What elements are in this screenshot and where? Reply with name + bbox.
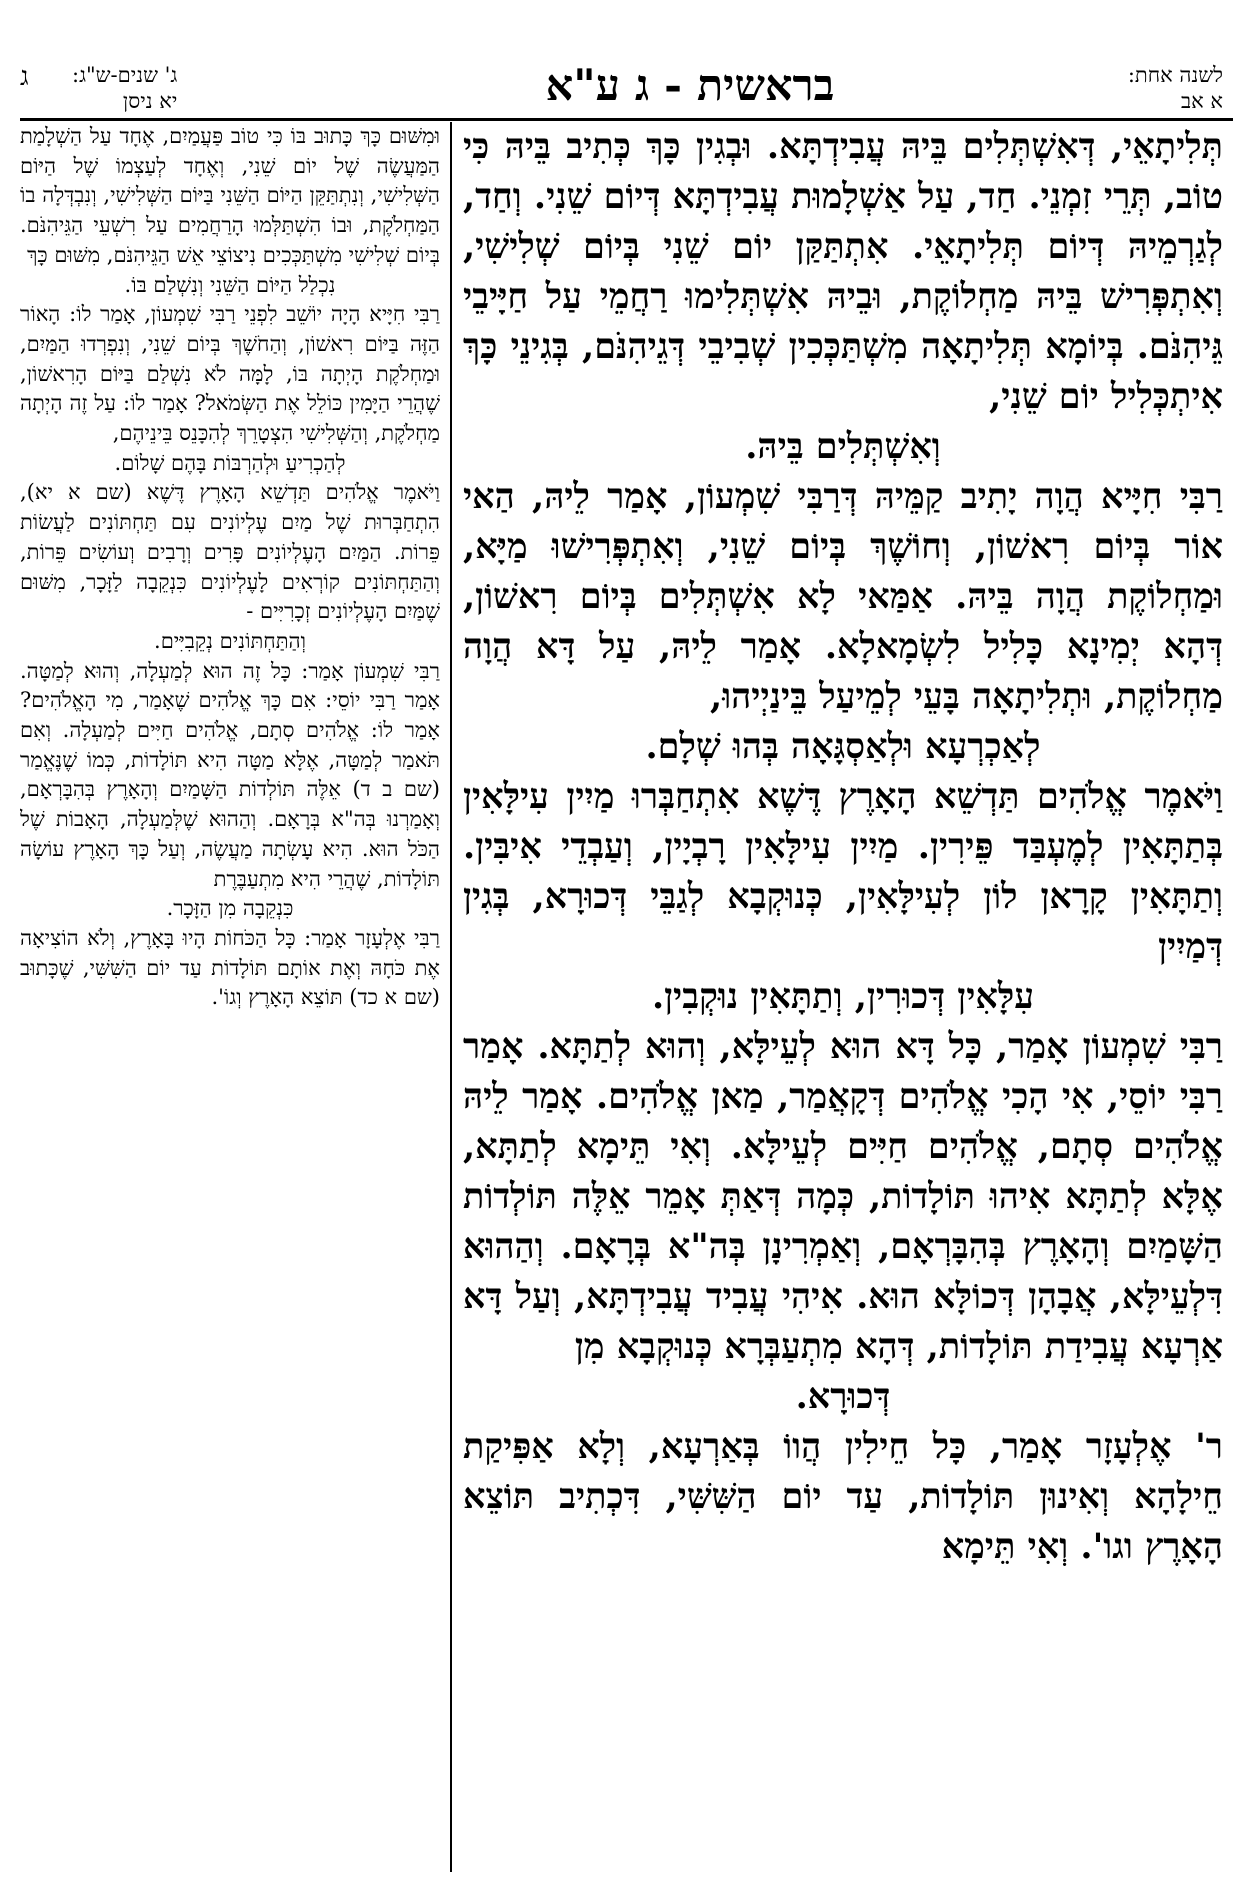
page-header [0,0,1253,120]
main-paragraph: רַבִּי חִיָּיא הֲוָה יָתִיב קַמֵּיהּ דְּרַבִּי שִׁמְעוֹן, אָמַר לֵיהּ, הַאי אוֹר בְּיוֹם רִאשׁוֹן, וְחוֹשֶׁךְ בְּיוֹם שֵׁנִי, וְאִתְפְּרִישׁוּ מַיָּא, וּמַחְלוֹקֶת הֲוָה בֵּיהּ. אַמַּאי לָא אִשְׁתְּלִים בְּיוֹם רִאשׁוֹן, דְּהָא יְמִינָא כָּלִיל לִשְׂמָאלָא. אָמַר לֵיהּ, עַל דָּא הֲוָה מַחְלוֹקֶת, וּתְלִיתָאָה בָּעֵי לְמֵיעַל בֵּינַיְיהוּ, [463,476,1223,717]
main-paragraph: דְּכוּרָא. [795,1376,891,1417]
main-paragraph: רַבִּי שִׁמְעוֹן אָמַר, כָּל דָּא הוּא לְעֵילָּא, וְהוּא לְתַתָּא. אָמַר רַבִּי יוֹסֵי, אִי הָכִי אֱלֹהִים דְּקָאֲמַר, מַאן אֱלֹהִים. אָמַר לֵיהּ אֱלֹהִים סְתָם, אֱלֹהִים חַיִּים לְעֵילָּא. וְאִי תֵּימָא לְתַתָּא, אֶלָּא לְתַתָּא אִיהוּ תּוֹלָדוֹת, כְּמָה דְּאַתְּ אָמֵר אֵלֶּה תּוֹלְדוֹת הַשָּׁמַיִם וְהָאָרֶץ בְּהִבָּרְאָם, וְאַמְרִינָן בְּה"א בְּרָאָם. וְהַהוּא דִּלְעֵילָּא, אֲבָהָן דְּכוֹלָּא הוּא. אִיהִי עֲבִיד עֲבִידְתָּא, וְעַל דָּא אַרְעָא עֲבִידַת תּוֹלָדוֹת, דְּהָא מִתְעַבְּרָא כְּנוּקְבָא מִן [463,1026,1223,1367]
main-paragraph: תְּלִיתָאֵי, דְּאִשְׁתְּלִים בֵּיהּ עֲבִידְתָּא. וּבְגִין כָּךְ כְּתִיב בֵּיהּ כִּי טוֹב, תְּרֵי זִמְנֵי. חַד, עַל אַשְׁלָמוּת עֲבִידְתָּא דְּיוֹם שֵׁנִי. וְחַד, לְגַרְמֵיהּ דְּיוֹם תְּלִיתָאֵי. אִתְתַּקַּן יוֹם שֵׁנִי בְּיוֹם שְׁלִישִׁי, וְאִתְפְּרִישׁ בֵּיהּ מַחְלוֹקֶת, וּבֵיהּ אִשְׁתְּלִימוּ רַחֲמֵי עַל חַיָּיבֵי גֵּיהִנֹּם. בְּיוֹמָא תְּלִיתָאָה מִשְׁתַּכְּכִין שְׁבִיבֵי דְּגֵיהִנֹּם, בְּגִינֵי כָּךְ אִיתְכְּלִיל יוֹם שֵׁנִי, [463,126,1223,417]
side-paragraph: כִּנְקֵבָה מִן הַזָּכָר. [166,896,294,921]
side-paragraph: רַבִּי אֶלְעָזָר אָמַר: כָּל הַכֹּחוֹת הָיוּ בָּאָרֶץ, וְלֹא הוֹצִיאָה אֶת כֹּחָהּ וְאֶת אוֹתָם תּוֹלָדוֹת עַד יוֹם הַשִּׁשִּׁי, שֶׁכָּתוּב (שם א כד) תּוֹצֵא הָאָרֶץ וְגוֹ'. [20,925,440,1010]
schedule-one-year [1128,62,1223,114]
side-paragraph: רַבִּי חִיָּיא הָיָה יוֹשֵׁב לִפְנֵי רַבִּי שִׁמְעוֹן, אָמַר לוֹ: הָאוֹר הַזֶּה בַּיּוֹם רִאשׁוֹן, וְהַחֹשֶׁךְ בְּיוֹם שֵׁנִי, וְנִפְרְדוּ הַמַּיִם, וּמַחְלֹקֶת הָיְתָה בּוֹ, לָמָּה לֹא נִשְׁלַם בַּיּוֹם הָרִאשׁוֹן, שֶׁהֲרֵי הַיָּמִין כּוֹלֵל אֶת הַשְּׂמֹאל? אָמַר לוֹ: עַל זֶה הָיְתָה מַחְלֹקֶת, וְהַשְּׁלִישִׁי הִצְטָרֵךְ לְהִכָּנֵס בֵּינֵיהֶם, [20,302,440,446]
side-paragraph: וַיֹּאמֶר אֱלֹהִים תַּדְשֵׁא הָאָרֶץ דֶּשֶׁא (שם א יא), הִתְחַבְּרוּת שֶׁל מַיִם עֶלְיוֹנִים עִם תַּחְתּוֹנִים לַעֲשׂוֹת פֵּרוֹת. הַמַּיִם הָעֶלְיוֹנִים פָּרִים וְרָבִים וְעוֹשִׂים פֵּרוֹת, וְהַתַּחְתּוֹנִים קוֹרְאִים לָעֶלְיוֹנִים כִּנְקֵבָה לַזָּכָר, מִשּׁוּם שֶׁמַּיִם הָעֶלְיוֹנִים זְכָרִיִּים - [20,480,440,624]
schedule-three-years-label: ג' שנים-ש"ג: [72,63,178,87]
main-paragraph: וַיֹּאמֶר אֱלֹהִים תַּדְשֵׁא הָאָרֶץ דֶּשֶׁא אִתְחַבְּרוּ מַיִין עִילָּאִין בְּתַתָּאִין לְמֶעְבַּד פֵּירִין. מַיִין עִילָּאִין רָבְיָין, וְעַבְדֵי אִיבִּין. וְתַתָּאִין קָרָאן לוֹן לְעִילָּאִין, כְּנוּקְבָא לְגַבֵּי דְּכוּרָא, בְּגִין דְּמַיִין [463,776,1223,967]
side-paragraph: וְהַתַּחְתּוֹנִים נְקֵבִיִּים. [154,628,306,653]
side-paragraph: לְהַכְרִיעַ וּלְהַרְבּוֹת בָּהֶם שָׁלוֹם. [114,450,346,475]
aramaic-text-column [463,122,1223,1872]
schedule-three-years-date: יא ניסן [122,89,178,113]
header-rule [20,118,1233,121]
schedule-three-years [72,62,177,114]
side-paragraph: נִכְלַל הַיּוֹם הַשֵּׁנִי וְנִשְׁלַם בּוֹ. [124,272,336,297]
page-number: ג [20,62,29,92]
main-paragraph: ר' אֶלְעָזָר אָמַר, כָּל חֵילִין הֲווֹ בְּאַרְעָא, וְלָא אַפִּיקַת חֵילָהָא וְאִינוּן תּוֹלָדוֹת, עַד יוֹם הַשִּׁשִּׁי, דִּכְתִיב תּוֹצֵא הָאָרֶץ וגו'. וְאִי תֵּימָא [463,1426,1223,1567]
main-paragraph: עִלָּאִין דְּכוּרִין, וְתַתָּאִין נוּקְבִין. [651,976,1035,1017]
schedule-one-year-date: א אב [1181,89,1223,113]
schedule-one-year-label: לשנה אחת: [1127,63,1223,87]
main-paragraph: לְאַכְרְעָא וּלְאַסְגָּאָה בְּהוּ שְׁלָם. [645,726,1041,767]
side-paragraph: וּמִשּׁוּם כָּךְ כָּתוּב בּוֹ כִּי טוֹב פַּעֲמַיִם, אֶחָד עַל הַשְׁלָמַת הַמַּעֲשֶׂה שֶׁל יוֹם שֵׁנִי, וְאֶחָד לְעַצְמוֹ שֶׁל הַיּוֹם הַשְּׁלִישִׁי, וְנִתְתַּקֵּן הַיּוֹם הַשֵּׁנִי בַּיּוֹם הַשְּׁלִישִׁי, וְנִבְדְּלָה בוֹ הַמַּחְלֹקֶת, וּבוֹ הִשְׁתַּלְּמוּ הָרַחֲמִים עַל רִשְׁעֵי הַגֵּיהִנֹּם. בְּיוֹם שְׁלִישִׁי מִשְׁתַּכְּכִים נִיצוֹצֵי אֵשׁ הַגֵּיהִנֹּם, מִשּׁוּם כָּךְ [20,124,440,267]
hebrew-translation-column [20,122,440,1872]
main-paragraph: וְאִשְׁתְּלִים בֵּיהּ. [745,426,941,467]
column-divider [450,122,452,1872]
side-paragraph: רַבִּי שִׁמְעוֹן אָמַר: כָּל זֶה הוּא לְמַעְלָה, וְהוּא לְמַטָּה. אָמַר רַבִּי יוֹסֵי: אִם כָּךְ אֱלֹהִים שֶׁאָמַר, מִי הָאֱלֹהִים? אָמַר לוֹ: אֱלֹהִים סְתָם, אֱלֹהִים חַיִּים לְמַעְלָה. וְאִם תֹּאמַר לְמַטָּה, אֶלָּא מַטָּה הִיא תּוֹלָדוֹת, כְּמוֹ שֶׁנֶּאֱמַר (שם ב ד) אֵלֶּה תּוֹלְדוֹת הַשָּׁמַיִם וְהָאָרֶץ בְּהִבָּרְאָם, וְאָמַרְנוּ בְּה"א בְּרָאָם. וְהַהוּא שֶׁלְּמַעְלָה, הָאָבוֹת שֶׁל הַכֹּל הוּא. הִיא עָשְׂתָה מַעֲשֶׂה, וְעַל כָּךְ הָאָרֶץ עוֹשָׂה תּוֹלָדוֹת, שֶׁהֲרֵי הִיא מִתְעַבֶּרֶת [20,658,440,891]
page-title: בראשית - ג ע"א [545,61,835,111]
